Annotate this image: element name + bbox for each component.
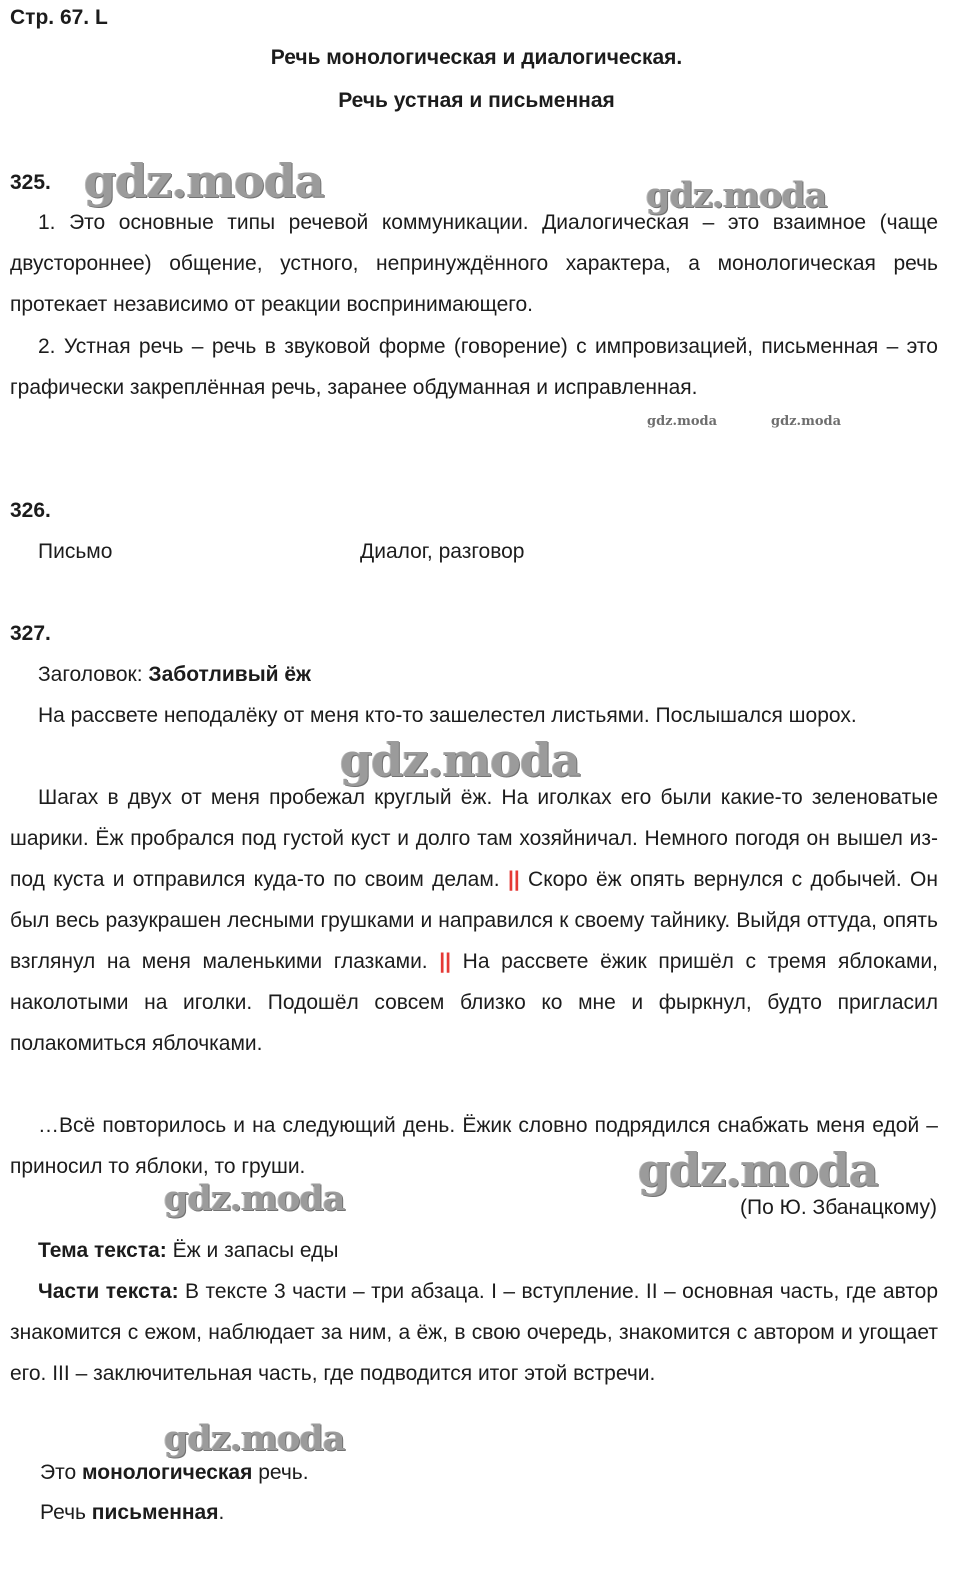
- watermark-logo: gdz.moda: [647, 414, 718, 429]
- exercise-325-number: 325.: [10, 171, 51, 194]
- theme-label: Тема текста:: [38, 1239, 167, 1262]
- text-parts-paragraph: [10, 1271, 938, 1394]
- watermark-logo: gdz.moda: [340, 733, 580, 787]
- conclusion-1-text-c: речь.: [258, 1461, 309, 1484]
- watermark-logo: gdz.moda: [638, 1143, 878, 1197]
- conclusion-1-text-a: Это: [40, 1461, 77, 1484]
- story-paragraph-2: [10, 777, 938, 1064]
- parts-label: Части текста:: [38, 1280, 179, 1303]
- part-divider-marker-2: ||: [439, 950, 452, 973]
- conclusion-2-text-a: Речь: [40, 1501, 86, 1524]
- heading-value: Заботливый ёж: [148, 663, 311, 686]
- exercise-326-left-answer: Письмо: [38, 540, 113, 563]
- exercise-326-right-answer: Диалог, разговор: [360, 540, 525, 563]
- watermark-logo: gdz.moda: [164, 1418, 345, 1459]
- title-line-1: Речь монологическая и диалогическая.: [270, 46, 683, 69]
- story-part-c: На рассвете ёжик пришёл с тремя яблоками, наколотыми на иголки. Подошёл совсем близко ко мне и фыркнул, будто пригласил полакомиться яблочками.: [10, 950, 938, 1055]
- conclusion-2-emphasis: письменная: [91, 1501, 219, 1524]
- watermark-logo: gdz.moda: [164, 1178, 345, 1219]
- story-paragraph-1: На рассвете неподалёку от меня кто-то зашелестел листьями. Послышался шорох.: [38, 704, 857, 727]
- story-part-a: Шагах в двух от меня пробежал круглый ёж. На иголках его были какие-то зеленоватые шарики. Ёж пробрался под густой куст и долго там хозяйничал. Немного погодя он вышел из-под куста и отправился куда-то по своим делам.: [10, 786, 938, 891]
- part-divider-marker-1: ||: [507, 868, 520, 891]
- story-source: (По Ю. Збанацкому): [740, 1196, 937, 1219]
- title-line-2: Речь устная и письменная: [338, 89, 615, 112]
- text-heading-line: [38, 663, 311, 687]
- watermark-logo: gdz.moda: [646, 175, 827, 216]
- exercise-327-number: 327.: [10, 622, 51, 645]
- exercise-325-paragraph-2: 2. Устная речь – речь в звуковой форме (говорение) с импровизацией, письменная – это графически закреплённая речь, заранее обдуманная и исправленная.: [10, 335, 938, 399]
- parts-value: В тексте 3 части – три абзаца. I – вступление. II – основная часть, где автор знакомится с ежом, наблюдает за ним, а ёж, в свою очередь, знакомится с автором и угощает его. III – заключительная часть, где подводится итог этой встречи.: [10, 1280, 938, 1385]
- exercise-325-paragraph-1: 1. Это основные типы речевой коммуникации. Диалогическая – это взаимное (чаще двустороннее) общение, устного, непринуждённого характера, а монологическая речь протекает независимо от реакции воспринимающего.: [10, 211, 938, 316]
- conclusion-2-text-c: .: [218, 1501, 225, 1524]
- watermark-logo: gdz.moda: [84, 154, 324, 208]
- conclusion-line-2: [40, 1501, 224, 1525]
- theme-value: Ёж и запасы еды: [172, 1239, 339, 1262]
- conclusion-1-emphasis: монологическая: [82, 1461, 253, 1484]
- story-paragraph-3: …Всё повторилось и на следующий день. Ёжик словно подрядился снабжать меня едой – приносил то яблоки, то груши.: [10, 1114, 938, 1178]
- watermark-logo: gdz.moda: [771, 414, 842, 429]
- conclusion-line-1: [40, 1461, 309, 1485]
- heading-label: Заголовок:: [38, 663, 143, 686]
- story-part-b: Скоро ёж опять вернулся с добычей. Он был весь разукрашен лесными грушками и направился к своему тайнику. Выйдя оттуда, опять взглянул на меня маленькими глазками.: [10, 868, 938, 973]
- page-reference: Стр. 67. L: [10, 6, 108, 29]
- exercise-326-number: 326.: [10, 499, 51, 522]
- text-theme-line: [38, 1239, 338, 1263]
